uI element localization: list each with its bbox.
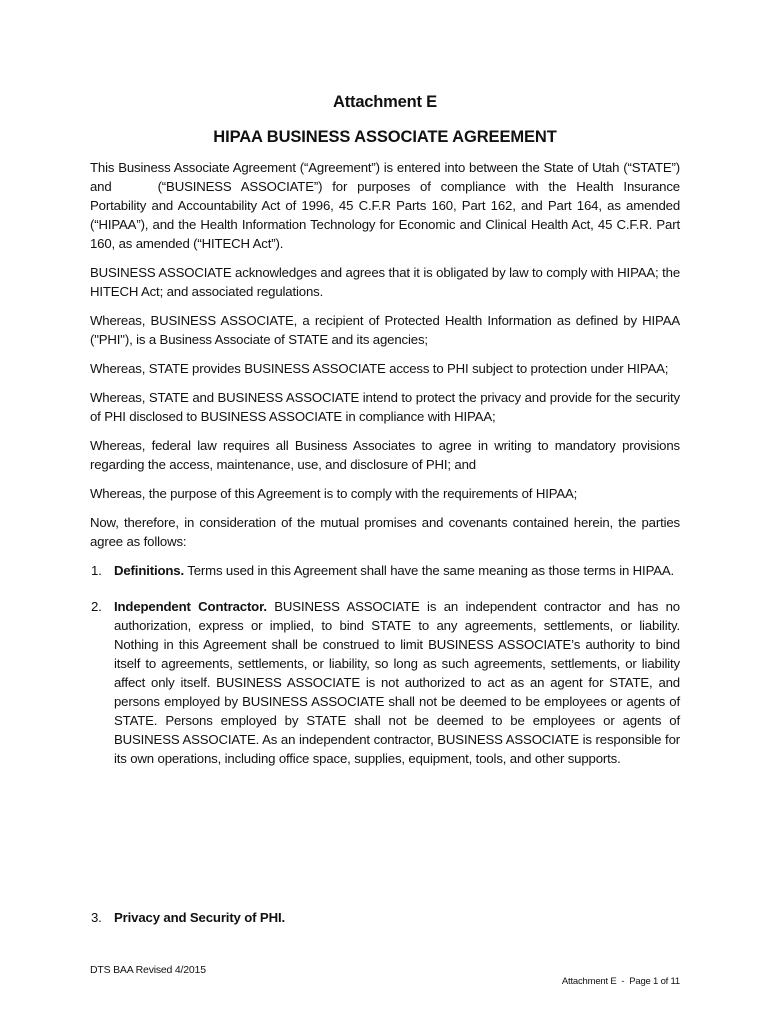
whereas-paragraph-recipient: Whereas, BUSINESS ASSOCIATE, a recipient of Protected Health Information as defined by HIPAA ("PHI"), is a Business Associate of STATE and its agencies; — [90, 313, 680, 347]
whereas-paragraph-federal-law: Whereas, federal law requires all Business Associates to agree in writing to mandatory provisions regarding the access, maintenance, use, and disclosure of PHI; and — [90, 438, 680, 472]
intro-paragraph — [90, 158, 680, 253]
section-body: BUSINESS ASSOCIATE is an independent contractor and has no authorization, express or implied, to bind STATE to any agreements, settlements, or liability. Nothing in this Agreement shall be construed to limit BUSINESS ASSOCIATE’s authority to bind itself to agreements, settlements, or liability, so long as such agreements, settlements, or liability affect only itself. BUSINESS ASSOCIATE is not authorized to act as an agent for STATE, and persons employed by BUSINESS ASSOCIATE shall not be deemed to be employees or agents of STATE. Persons employed by STATE shall not be deemed to be employees or agents of BUSINESS ASSOCIATE. As an independent contractor, BUSINESS ASSOCIATE is responsible for its own operations, including office space, supplies, equipment, tools, and other supports. — [114, 599, 680, 766]
attachment-title: Attachment E — [333, 93, 437, 111]
section-heading: Definitions. — [114, 563, 184, 578]
section-heading: Privacy and Security of PHI. — [114, 910, 285, 925]
whereas-paragraph-purpose: Whereas, the purpose of this Agreement is to comply with the requirements of HIPAA; — [90, 486, 578, 501]
intro-text-part2: (“BUSINESS ASSOCIATE”) for purposes of compliance with the Health Insurance Portability and Accountability Act of 1996, 45 C.F.R Parts 160, Part 162, and Part 164, as amended (“HIPAA”), and the Health Information Technology for Economic and Clinical Health Act, 45 C.F.R. Part 160, as amended (“HITECH Act”). — [90, 179, 680, 251]
document-body — [90, 92, 680, 768]
section-privacy-security — [90, 908, 704, 927]
section-number: 2. — [91, 599, 102, 614]
footer-page-number: Attachment E - Page 1 of 11 — [561, 976, 680, 987]
section-number: 3. — [91, 910, 102, 925]
intro-text-part1: This Business Associate Agreement (“Agreement”) is entered into between the State of Utah (“STATE”) and — [90, 160, 680, 194]
whereas-paragraph-access: Whereas, STATE provides BUSINESS ASSOCIATE access to PHI subject to protection under HIPAA; — [90, 361, 669, 376]
section-definitions — [90, 561, 680, 580]
acknowledgement-paragraph: BUSINESS ASSOCIATE acknowledges and agrees that it is obligated by law to comply with HIPAA; the HITECH Act; and associated regulations. — [90, 265, 680, 299]
now-therefore-paragraph: Now, therefore, in consideration of the mutual promises and covenants contained herein, the parties agree as follows: — [90, 515, 680, 549]
footer-revision: DTS BAA Revised 4/2015 — [90, 964, 206, 976]
section-body: Terms used in this Agreement shall have the same meaning as those terms in HIPAA. — [184, 563, 675, 578]
agreement-title: HIPAA BUSINESS ASSOCIATE AGREEMENT — [213, 128, 557, 146]
section-number: 1. — [91, 563, 102, 578]
whereas-paragraph-privacy: Whereas, STATE and BUSINESS ASSOCIATE intend to protect the privacy and provide for the security of PHI disclosed to BUSINESS ASSOCIATE in compliance with HIPAA; — [90, 390, 680, 424]
section-heading: Independent Contractor. — [114, 599, 267, 614]
section-independent-contractor — [90, 597, 680, 768]
